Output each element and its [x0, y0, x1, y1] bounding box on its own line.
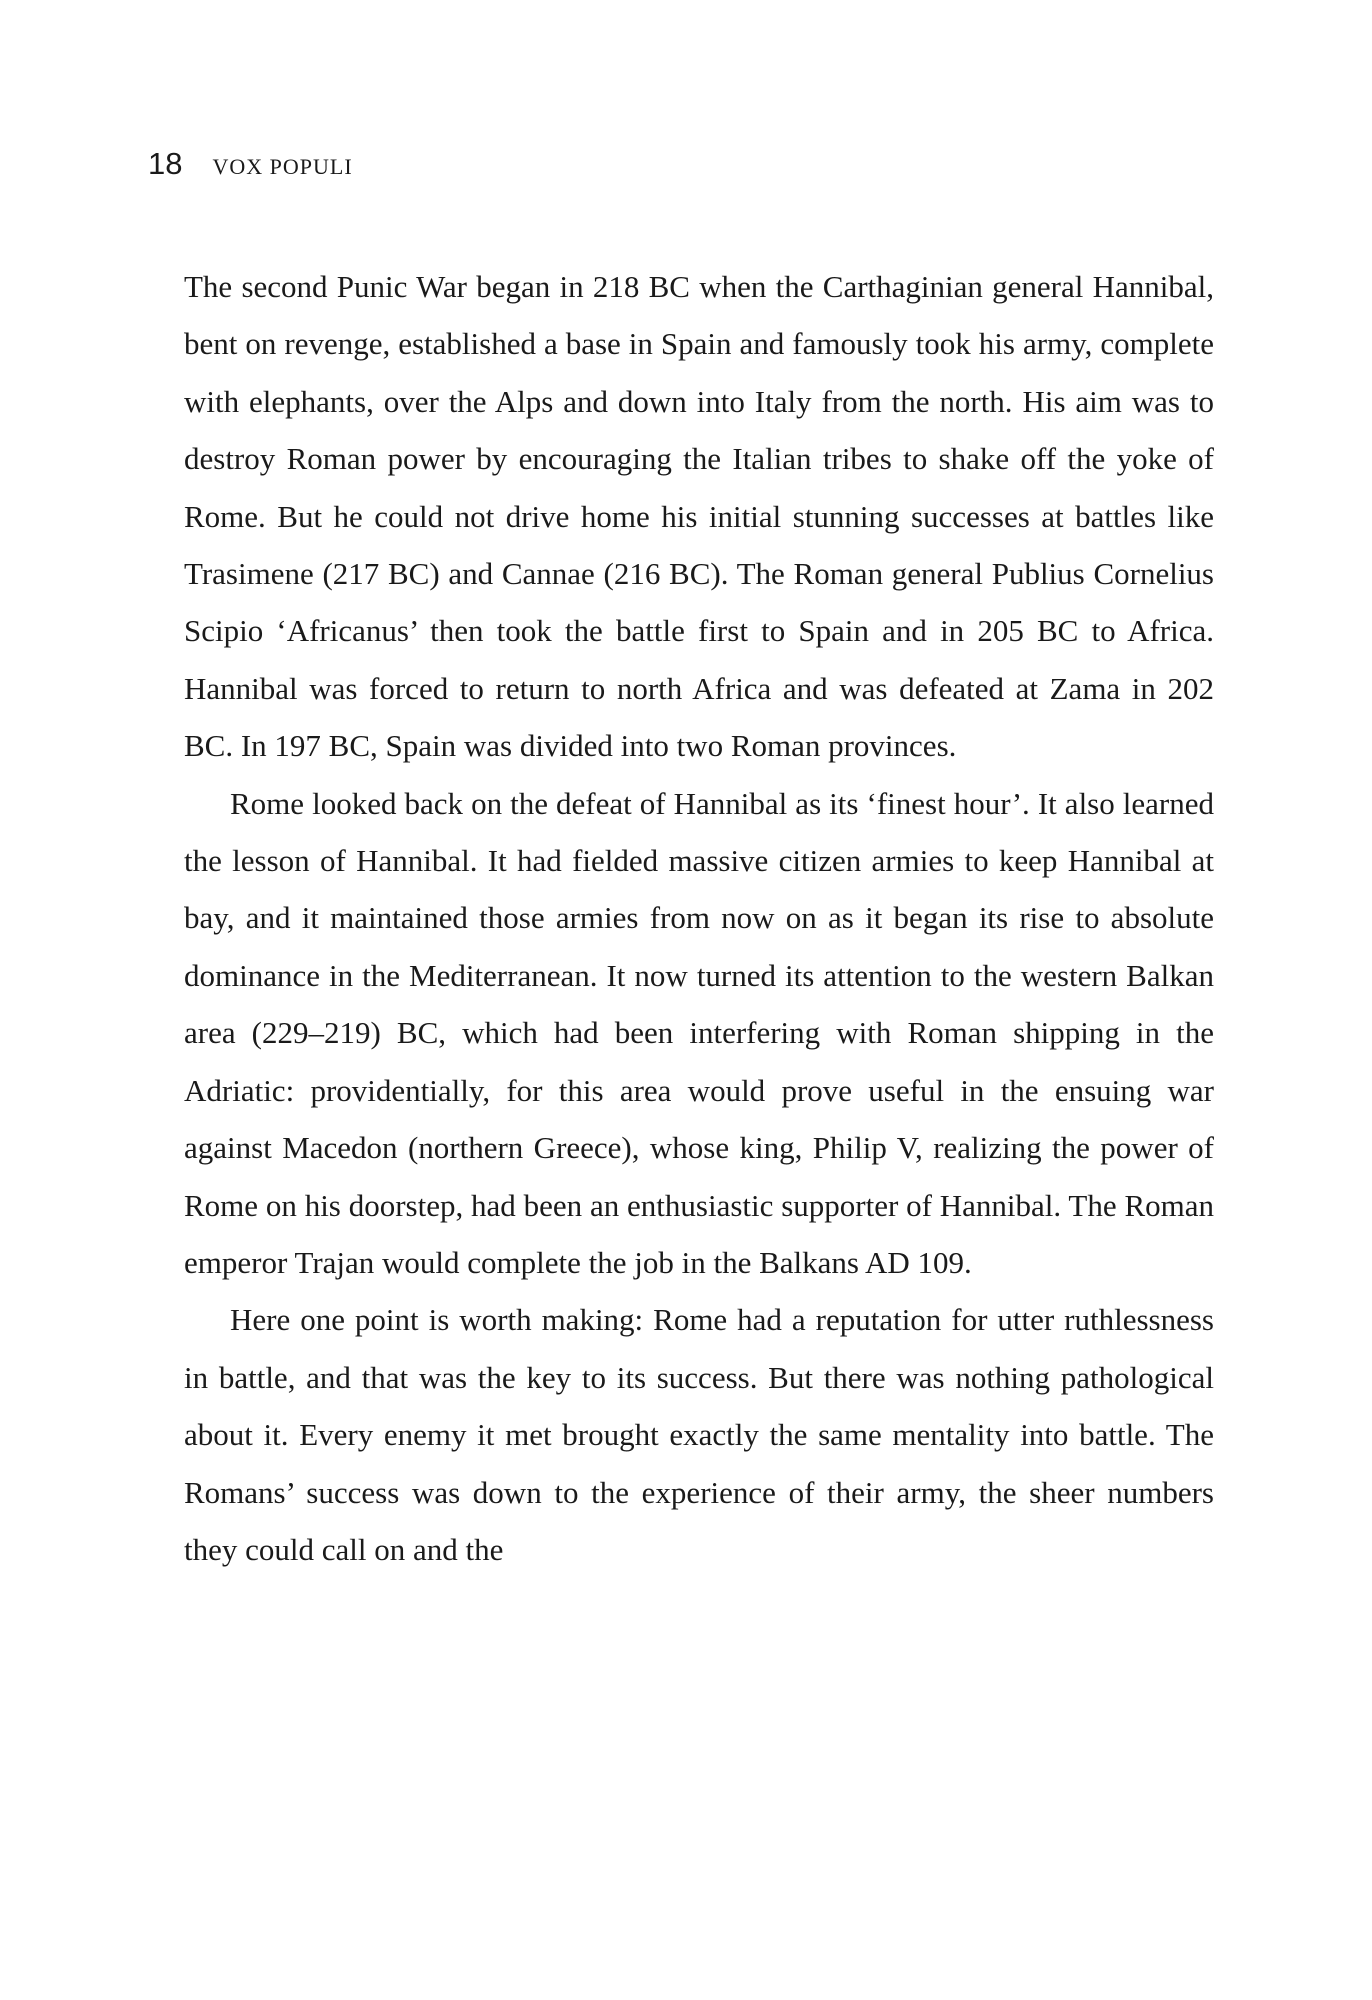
paragraph-punic-war: The second Punic War began in 218 BC when the Carthaginian general Hannibal, bent on revenge, established a base in Spain and famously took his army, complete with elephants, over the Alps and down into Italy from the north. His aim was to destroy Roman power by encouraging the Italian tribes to shake off the yoke of Rome. But he could not drive home his initial stunning successes at battles like Trasimene (217 BC) and Cannae (216 BC). The Roman general Publius Cornelius Scipio ‘Africanus’ then took the battle first to Spain and in 205 BC to Africa. Hannibal was forced to return to north Africa and was defeated at Zama in 202 BC. In 197 BC, Spain was divided into two Roman provinces.: [184, 269, 1214, 764]
page-number: 18: [148, 146, 183, 181]
paragraph-ruthlessness: Here one point is worth making: Rome had a reputation for utter ruthlessness in battle, and that was the key to its success. But there was nothing pathological about it. Every enemy it met brought exactly the same mentality into battle. The Romans’ success was down to the experience of their army, the sheer numbers they could call on and the: [184, 1302, 1214, 1567]
running-head: [148, 146, 353, 182]
running-title: VOX POPULI: [212, 154, 353, 179]
body-text: [184, 258, 1214, 1578]
paragraph-finest-hour: Rome looked back on the defeat of Hannibal as its ‘finest hour’. It also learned the lesson of Hannibal. It had fielded massive citizen armies to keep Hannibal at bay, and it maintained those armies from now on as it began its rise to absolute dominance in the Mediterranean. It now turned its attention to the western Balkan area (229–219) BC, which had been interfering with Roman shipping in the Adriatic: providentially, for this area would prove useful in the ensuing war against Macedon (northern Greece), whose king, Philip V, realizing the power of Rome on his doorstep, had been an enthusiastic supporter of Hannibal. The Roman emperor Trajan would complete the job in the Balkans AD 109.: [184, 785, 1214, 1280]
